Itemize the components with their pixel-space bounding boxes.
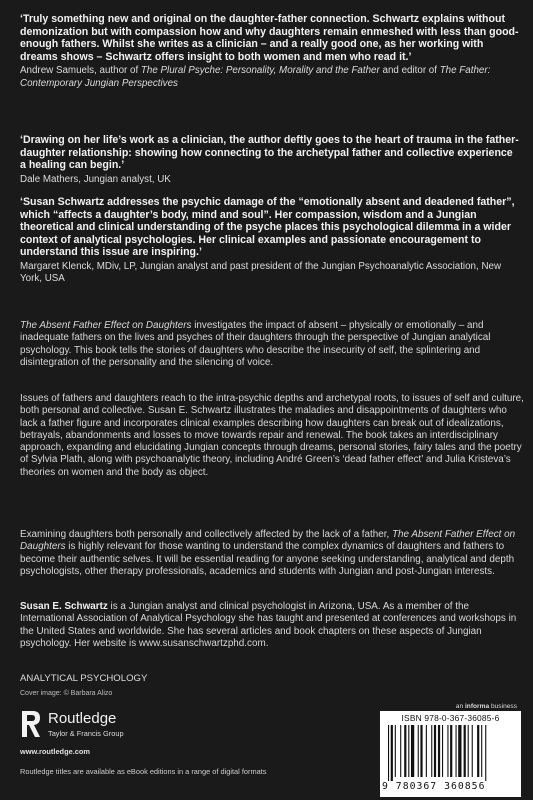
endorsement-quote	[20, 196, 520, 286]
description-paragraph: Examining daughters both personally and collectively affected by the lack of a father, The Absent Father Effect on Daughters is highly relevant for those wanting to understand the complex dynamics of daughters and fathers to become their authentic selves. It will be essential reading for anyone seeking understanding, analytical and depth psychologists, other therapy professionals, academics and students with Jungian and post-Jungian interests.	[20, 529, 516, 577]
author-bio: Susan E. Schwartz is a Jungian analyst and clinical psychologist in Arizona, USA. As a member of the International Association of Analytical Psychology she has taught and presented at conferences and workshops in the United States and worldwide. She has several articles and book chapters on these aspects of Jungian psychology. Her website is www.susanschwartzphd.com.	[20, 601, 517, 649]
barcode-bar	[426, 725, 427, 777]
barcode-bar	[388, 725, 389, 781]
description-paragraph: Issues of fathers and daughters reach to the intra-psychic depths and archetypal roots, to issues of self and culture, both personal and collective. Susan E. Schwartz illustrates the maladies and disappointments of daughters who lack a father figure and incorporates clinical examples describing how daughters can break out of idealizations, betrayals, abandonments and losses to move towards repair and renewal. The book takes an interdisciplinary approach, expanding and elucidating Jungian concepts through dreams, personal stories, fairy tales and the poetry of Sylvia Plath, along with psychoanalytic theory, including André Green’s ‘dead father effect’ and Julia Kristeva’s theories on women and the body as object.	[20, 393, 524, 478]
barcode-bar	[431, 725, 432, 777]
quote-text: ‘Truly something new and original on the daughter-father connection. Schwartz explains without demonization but with compassion how and why daughters remain enmeshed with less than good-enough fathers. Whilst she writes as a clinician – and a really good one, as her working with dreams shows – Schwartz offers insight to both women and men who read it.’	[20, 13, 519, 63]
barcode-bar	[464, 725, 466, 777]
quote-author: Andrew Samuels, author of The Plural Psyche: Personality, Morality and the Father and editor of The Father: Contemporary Jungian Perspectives	[20, 65, 491, 89]
endorsement-quote	[20, 13, 520, 90]
publisher-name: Routledge	[48, 710, 117, 727]
publisher-website: www.routledge.com	[20, 747, 90, 756]
barcode-bar	[404, 725, 406, 777]
barcode-bar	[411, 725, 414, 777]
barcode-bar	[458, 725, 461, 777]
barcode-bar	[442, 725, 443, 777]
publisher-logo	[20, 707, 220, 743]
barcode-bar	[481, 725, 482, 777]
isbn-number: ISBN 978-0-367-36085-6	[401, 713, 500, 723]
isbn-barcode	[380, 711, 521, 797]
quote-text: ‘Susan Schwartz addresses the psychic damage of the “emotionally absent and deadened father”, which “affects a daughter’s body, mind and soul”. Her compassion, wisdom and a Jungian theoretical and clinical understanding of the psyche places this psychological dilemma in a wider context of analytical psychologies. Her clinical examples and passionate encouragement to understand this issue are inspiring.’	[20, 196, 515, 259]
isbn-barcode-digits: 9 780367 360856	[382, 781, 486, 792]
barcode-bar	[485, 725, 486, 781]
barcode-bar	[400, 725, 401, 777]
ebook-note: Routledge titles are available as eBook editions in a range of digital formats	[20, 767, 267, 776]
routledge-r-icon	[20, 709, 42, 739]
barcode-bar	[408, 725, 409, 777]
barcode-bar	[447, 725, 448, 777]
barcode-bar	[420, 725, 422, 777]
barcode-bar	[450, 725, 452, 777]
informa-business-mark: an informa business	[455, 703, 517, 710]
cover-image-credit: Cover image: © Barbara Alizo	[20, 690, 113, 697]
barcode-bar	[418, 725, 419, 777]
barcode-bar	[391, 725, 393, 781]
description-paragraph: The Absent Father Effect on Daughters investigates the impact of absent – physically or emotionally – and inadequate fathers on the lives and psyches of their daughters through the perspective of Jungian analytical psychology. This book tells the stories of daughters who describe the insecurity of self, the splintering and disintegration of the personality and the silencing of voice.	[20, 320, 491, 368]
endorsement-quote	[20, 134, 520, 186]
quote-text: ‘Drawing on her life’s work as a clinician, the author deftly goes to the heart of trauma in the father-daughter relationship: showing how connecting to the archetypal father and collective experience a healing can begin.’	[20, 134, 519, 172]
barcode-bar	[438, 725, 440, 777]
quote-author: Margaret Klenck, MDiv, LP, Jungian analyst and past president of the Jungian Psychoanalytic Association, New York, USA	[20, 260, 502, 285]
barcode-bar	[477, 725, 479, 777]
barcode-bars	[386, 725, 518, 781]
quote-author: Dale Mathers, Jungian analyst, UK	[20, 173, 171, 185]
publisher-group: Taylor & Francis Group	[48, 729, 124, 738]
barcode-bar	[468, 725, 469, 777]
barcode-bar	[472, 725, 473, 777]
barcode-bar	[395, 725, 396, 777]
barcode-bar	[456, 725, 457, 777]
series-name: ANALYTICAL PSYCHOLOGY	[20, 673, 148, 684]
barcode-bar	[434, 725, 436, 777]
